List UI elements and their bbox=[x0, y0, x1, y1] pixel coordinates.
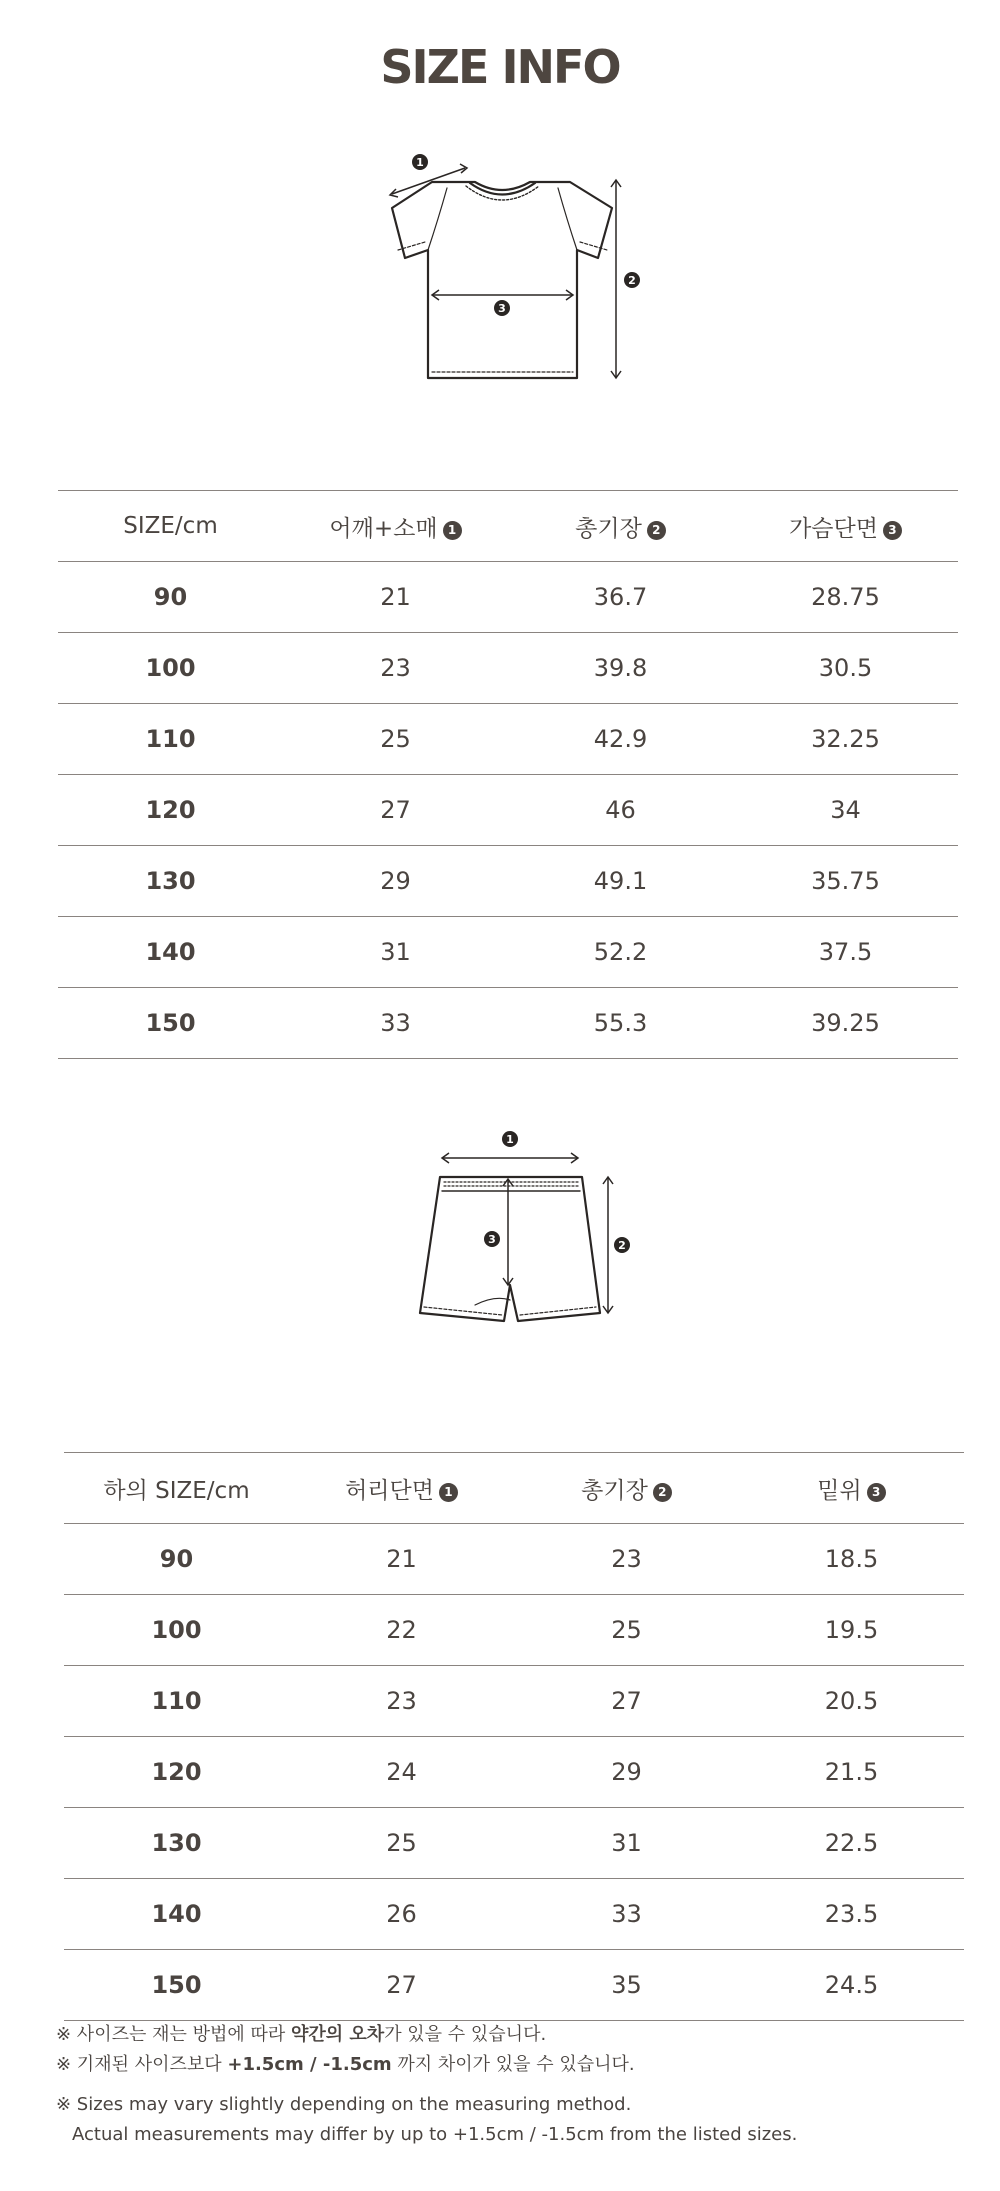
header-size: SIZE/cm bbox=[58, 491, 283, 562]
header-shoulder-sleeve: 어깨+소매 1 bbox=[283, 491, 508, 562]
table-cell: 27 bbox=[514, 1666, 739, 1737]
note-english-2: Actual measurements may differ by up to +1.5cm / -1.5cm from the listed sizes. bbox=[72, 2124, 798, 2145]
table-cell: 42.9 bbox=[508, 704, 733, 775]
number-badge: 1 bbox=[443, 521, 462, 540]
shorts-illustration bbox=[400, 1125, 660, 1355]
number-badge: 3 bbox=[883, 521, 902, 540]
header-total-length: 총기장 2 bbox=[514, 1453, 739, 1524]
table-row bbox=[64, 1524, 964, 1595]
page-title: SIZE INFO bbox=[380, 40, 620, 94]
table-cell: 34 bbox=[733, 775, 958, 846]
number-badge: 1 bbox=[439, 1483, 458, 1502]
shorts-marker-1 bbox=[502, 1131, 518, 1147]
table-row bbox=[64, 1808, 964, 1879]
table-cell: 39.8 bbox=[508, 633, 733, 704]
number-badge: 3 bbox=[867, 1483, 886, 1502]
size-cell: 100 bbox=[64, 1595, 289, 1666]
table-row bbox=[64, 1879, 964, 1950]
tshirt-marker-3 bbox=[494, 300, 510, 316]
table-cell: 18.5 bbox=[739, 1524, 964, 1595]
table-header-row bbox=[64, 1453, 964, 1524]
size-notes bbox=[56, 2020, 956, 2150]
table-cell: 23 bbox=[283, 633, 508, 704]
size-cell: 90 bbox=[64, 1524, 289, 1595]
table-cell: 29 bbox=[283, 846, 508, 917]
top-size-table bbox=[58, 490, 958, 1059]
table-cell: 36.7 bbox=[508, 562, 733, 633]
svg-text:1: 1 bbox=[416, 156, 424, 169]
table-cell: 22 bbox=[289, 1595, 514, 1666]
size-cell: 150 bbox=[64, 1950, 289, 2021]
table-cell: 25 bbox=[289, 1808, 514, 1879]
table-cell: 33 bbox=[283, 988, 508, 1059]
table-cell: 21 bbox=[289, 1524, 514, 1595]
note-measurement-variance: ※ 사이즈는 재는 방법에 따라 약간의 오차가 있을 수 있습니다. bbox=[56, 2024, 547, 2045]
shorts-marker-3 bbox=[484, 1231, 500, 1247]
size-cell: 120 bbox=[58, 775, 283, 846]
table-cell: 35.75 bbox=[733, 846, 958, 917]
table-row bbox=[58, 633, 958, 704]
table-cell: 28.75 bbox=[733, 562, 958, 633]
note-english-1: ※ Sizes may vary slightly depending on the measuring method. bbox=[56, 2094, 632, 2115]
size-cell: 120 bbox=[64, 1737, 289, 1808]
table-cell: 24.5 bbox=[739, 1950, 964, 2021]
table-cell: 24 bbox=[289, 1737, 514, 1808]
table-cell: 21.5 bbox=[739, 1737, 964, 1808]
svg-text:3: 3 bbox=[498, 302, 506, 315]
table-cell: 22.5 bbox=[739, 1808, 964, 1879]
table-cell: 27 bbox=[283, 775, 508, 846]
table-cell: 25 bbox=[283, 704, 508, 775]
table-cell: 25 bbox=[514, 1595, 739, 1666]
table-cell: 23 bbox=[289, 1666, 514, 1737]
table-cell: 55.3 bbox=[508, 988, 733, 1059]
table-row bbox=[58, 775, 958, 846]
table-cell: 29 bbox=[514, 1737, 739, 1808]
svg-text:2: 2 bbox=[618, 1239, 626, 1252]
header-bottom-size: 하의 SIZE/cm bbox=[64, 1453, 289, 1524]
table-row bbox=[64, 1737, 964, 1808]
table-cell: 23 bbox=[514, 1524, 739, 1595]
size-cell: 140 bbox=[58, 917, 283, 988]
number-badge: 2 bbox=[653, 1483, 672, 1502]
table-cell: 37.5 bbox=[733, 917, 958, 988]
table-cell: 49.1 bbox=[508, 846, 733, 917]
table-cell: 32.25 bbox=[733, 704, 958, 775]
table-row bbox=[58, 988, 958, 1059]
table-header-row bbox=[58, 491, 958, 562]
table-cell: 26 bbox=[289, 1879, 514, 1950]
table-cell: 30.5 bbox=[733, 633, 958, 704]
number-badge: 2 bbox=[647, 521, 666, 540]
table-cell: 46 bbox=[508, 775, 733, 846]
size-cell: 130 bbox=[58, 846, 283, 917]
table-cell: 21 bbox=[283, 562, 508, 633]
tshirt-illustration bbox=[370, 150, 670, 390]
table-row bbox=[64, 1666, 964, 1737]
table-cell: 23.5 bbox=[739, 1879, 964, 1950]
header-waist-width: 허리단면 1 bbox=[289, 1453, 514, 1524]
tshirt-marker-1 bbox=[412, 154, 428, 170]
header-chest-width: 가슴단면 3 bbox=[733, 491, 958, 562]
header-total-length: 총기장 2 bbox=[508, 491, 733, 562]
size-cell: 110 bbox=[58, 704, 283, 775]
table-row bbox=[64, 1595, 964, 1666]
note-tolerance: ※ 기재된 사이즈보다 +1.5cm / -1.5cm 까지 차이가 있을 수 있습니다. bbox=[56, 2054, 635, 2075]
table-row bbox=[58, 562, 958, 633]
size-cell: 100 bbox=[58, 633, 283, 704]
table-row bbox=[64, 1950, 964, 2021]
svg-text:3: 3 bbox=[488, 1233, 496, 1246]
table-row bbox=[58, 917, 958, 988]
table-cell: 19.5 bbox=[739, 1595, 964, 1666]
table-row bbox=[58, 704, 958, 775]
tshirt-marker-2 bbox=[624, 272, 640, 288]
table-cell: 27 bbox=[289, 1950, 514, 2021]
size-cell: 150 bbox=[58, 988, 283, 1059]
table-cell: 33 bbox=[514, 1879, 739, 1950]
size-cell: 90 bbox=[58, 562, 283, 633]
bottom-size-table bbox=[64, 1452, 964, 2021]
table-row bbox=[58, 846, 958, 917]
size-cell: 110 bbox=[64, 1666, 289, 1737]
shorts-marker-2 bbox=[614, 1237, 630, 1253]
table-cell: 31 bbox=[514, 1808, 739, 1879]
table-cell: 52.2 bbox=[508, 917, 733, 988]
table-cell: 39.25 bbox=[733, 988, 958, 1059]
size-cell: 140 bbox=[64, 1879, 289, 1950]
size-cell: 130 bbox=[64, 1808, 289, 1879]
svg-text:1: 1 bbox=[506, 1133, 514, 1146]
table-cell: 31 bbox=[283, 917, 508, 988]
table-cell: 35 bbox=[514, 1950, 739, 2021]
header-rise: 밑위 3 bbox=[739, 1453, 964, 1524]
table-cell: 20.5 bbox=[739, 1666, 964, 1737]
svg-text:2: 2 bbox=[628, 274, 636, 287]
